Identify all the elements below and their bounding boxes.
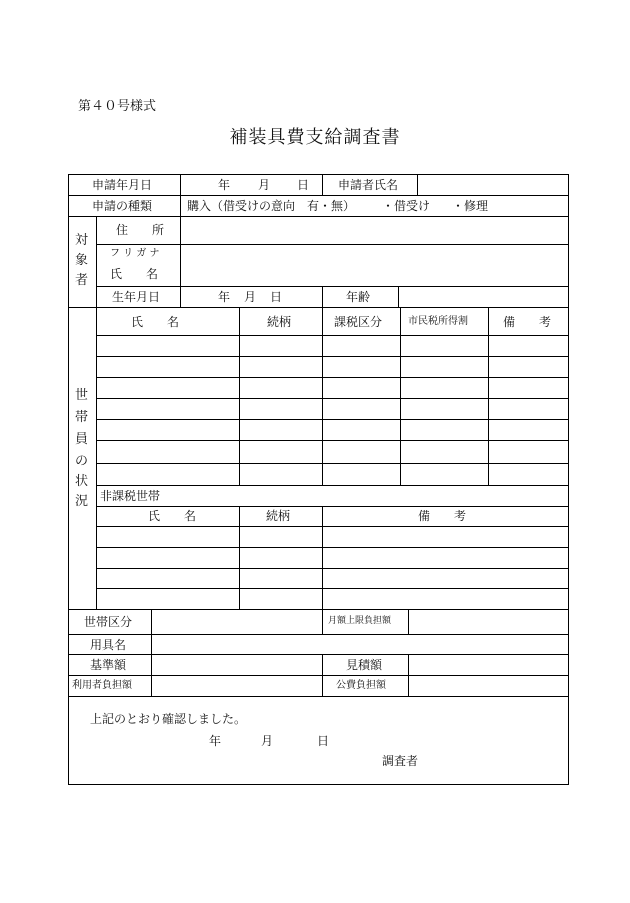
col-divider xyxy=(180,174,181,195)
confirmation-month-label: 月 xyxy=(261,734,274,748)
confirmation-year-label: 年 xyxy=(209,734,222,748)
row-divider xyxy=(68,307,569,308)
col-divider xyxy=(239,506,240,609)
household-category-label: 世帯区分 xyxy=(84,615,133,629)
subject-address-label: 住 所 xyxy=(116,223,165,237)
col-divider xyxy=(96,216,97,307)
col-divider xyxy=(322,609,323,634)
subject-section-char: 者 xyxy=(75,273,89,288)
row-divider xyxy=(96,335,569,336)
household-section-char: 状 xyxy=(75,474,89,489)
monthly-cap-label: 月額上限負担額 xyxy=(328,616,392,626)
subject-age-field[interactable] xyxy=(399,287,568,307)
subject-name-label: 氏 名 xyxy=(110,267,159,281)
household-section-char: 況 xyxy=(75,494,89,509)
estimate-label: 見積額 xyxy=(346,658,383,672)
subject-section-char: 象 xyxy=(75,253,89,268)
col-divider xyxy=(488,307,489,485)
row-divider xyxy=(96,377,569,378)
household-header-income-tax: 市民税所得割 xyxy=(408,316,468,327)
row-divider xyxy=(96,440,569,441)
row-divider xyxy=(96,588,569,589)
row-divider xyxy=(96,506,569,507)
standard-amount-label: 基準額 xyxy=(90,658,127,672)
household-category-field[interactable] xyxy=(152,610,322,634)
device-name-label: 用具名 xyxy=(90,638,127,652)
row-divider xyxy=(96,526,569,527)
estimate-field[interactable] xyxy=(409,655,568,675)
row-divider xyxy=(96,568,569,569)
household-header-remarks: 備 考 xyxy=(503,315,552,329)
col-divider xyxy=(322,174,323,195)
row-divider xyxy=(96,356,569,357)
confirmation-text: 上記のとおり確認しました。 xyxy=(90,712,247,726)
household-header-relation: 続柄 xyxy=(267,315,292,329)
rental-option[interactable]: ・借受け xyxy=(382,199,431,213)
non-taxable-header-remarks: 備 考 xyxy=(418,509,467,523)
birth-day-label: 日 xyxy=(270,290,283,304)
row-divider xyxy=(96,485,569,486)
monthly-cap-field[interactable] xyxy=(409,610,568,634)
household-section-char: 員 xyxy=(75,432,89,447)
form-number: 第４０号様式 xyxy=(78,99,157,114)
confirmation-day-label: 日 xyxy=(317,734,330,748)
subject-name-field[interactable] xyxy=(181,245,568,286)
date-month-label: 月 xyxy=(258,178,271,192)
col-divider xyxy=(322,307,323,485)
subject-address-field[interactable] xyxy=(181,217,568,244)
household-header-name: 氏 名 xyxy=(131,315,180,329)
furigana-label: フ リ ガ ナ xyxy=(110,248,160,259)
investigator-label: 調査者 xyxy=(382,754,419,768)
col-divider xyxy=(180,195,181,216)
public-burden-field[interactable] xyxy=(409,676,568,696)
household-header-tax-category: 課税区分 xyxy=(334,315,383,329)
application-type-label: 申請の種類 xyxy=(92,199,153,213)
row-divider xyxy=(96,463,569,464)
birth-month-label: 月 xyxy=(244,290,257,304)
user-burden-field[interactable] xyxy=(152,676,322,696)
col-divider xyxy=(239,307,240,485)
non-taxable-label: 非課税世帯 xyxy=(100,489,161,503)
household-section-char: 世 xyxy=(75,388,89,403)
col-divider xyxy=(400,307,401,485)
applicant-name-field[interactable] xyxy=(418,175,568,195)
col-divider xyxy=(322,286,323,307)
birthdate-label: 生年月日 xyxy=(112,290,161,304)
subject-section-char: 対 xyxy=(75,233,89,248)
row-divider xyxy=(96,419,569,420)
purchase-option[interactable]: 購入（借受けの意向 有・無） xyxy=(187,199,356,213)
application-date-label: 申請年月日 xyxy=(92,178,153,192)
date-day-label: 日 xyxy=(297,178,310,192)
age-label: 年齢 xyxy=(346,290,371,304)
household-section-char: の xyxy=(75,454,89,469)
non-taxable-header-relation: 続柄 xyxy=(266,509,291,523)
row-divider xyxy=(68,195,569,196)
device-name-field[interactable] xyxy=(152,635,568,654)
page-title: 補装具費支給調査書 xyxy=(229,127,401,148)
birth-year-label: 年 xyxy=(218,290,231,304)
non-taxable-header-name: 氏 名 xyxy=(148,509,197,523)
applicant-name-label: 申請者氏名 xyxy=(338,178,399,192)
col-divider xyxy=(322,506,323,609)
household-section-char: 帯 xyxy=(75,410,89,425)
row-divider xyxy=(96,398,569,399)
public-burden-label: 公費負担額 xyxy=(336,680,386,691)
user-burden-label: 利用者負担額 xyxy=(72,680,132,691)
row-divider xyxy=(68,696,569,697)
standard-amount-field[interactable] xyxy=(152,655,322,675)
col-divider xyxy=(96,307,97,609)
repair-option[interactable]: ・修理 xyxy=(452,199,489,213)
date-year-label: 年 xyxy=(218,178,231,192)
row-divider xyxy=(96,547,569,548)
col-divider xyxy=(322,654,323,696)
